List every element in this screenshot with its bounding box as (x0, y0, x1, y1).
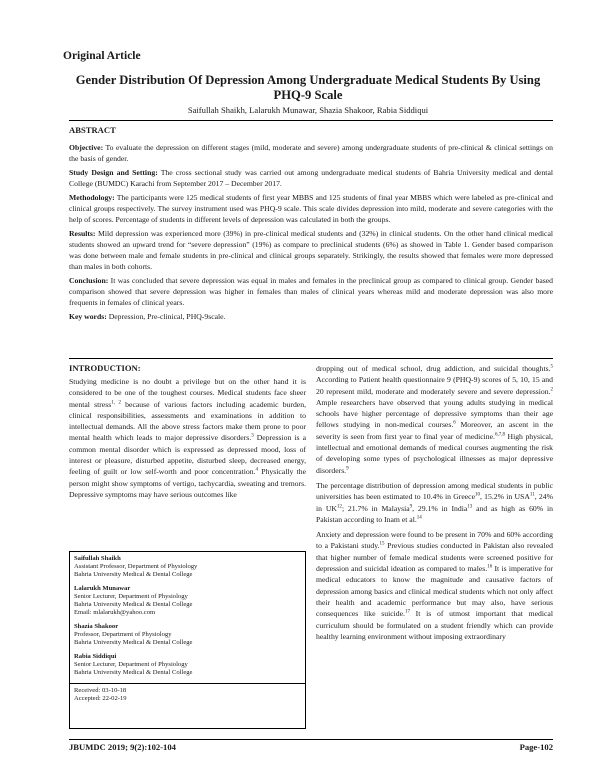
affiliation-institution: Bahria University Medical & Dental College (74, 669, 193, 676)
article-title: Gender Distribution Of Depression Among Undergraduate Medical Students By Using PHQ-9 Scale (75, 73, 541, 102)
citation-ref: 6 (453, 420, 456, 426)
affiliation-role: Senior Lecturer, Department of Physiology (74, 661, 188, 668)
citation-ref: 11 (529, 492, 535, 498)
citation-ref: 1, 2 (111, 400, 121, 406)
introduction-heading: INTRODUCTION: (69, 363, 141, 373)
affiliation-role: Senior Lecturer, Department of Physiology (74, 593, 188, 600)
abstract-heading: ABSTRACT (69, 125, 116, 135)
journal-citation: JBUMDC 2019; 9(2):102-104 (69, 742, 176, 752)
intro-text: because of various factors including academic burden, clinical responsibilities, assessments and examinations in addition to intellectual demands. All the above stress factors make them prone to poor mental health which leads to major depressive disorders. (69, 399, 306, 443)
intro-text: Anxiety and depression were found to be present in 70% and 60% according to a Pakistani study. (316, 530, 553, 551)
citation-ref: 9 (409, 504, 413, 509)
intro-text: Physically the person might show symptoms of vertigo, tachycardia, sweating and tremors. Depressive symptoms may have serious outcomes like (69, 467, 307, 499)
affiliation-entry (74, 623, 301, 647)
abstract-keywords (69, 311, 553, 322)
article-type-label: Original Article (63, 50, 141, 62)
author-list: Saifullah Shaikh, Lalarukh Munawar, Shazia Shakoor, Rabia Siddiqui (187, 105, 429, 115)
intro-text: It is of utmost important that medical curriculum should be formulated on a student friendly which can provide healthy learning environment without imposing extraordinary (316, 609, 553, 641)
citation-ref: 16 (487, 564, 493, 570)
intro-text: Studying medicine is no doubt a privilege but on the other hand it is considered to be one of the toughest courses. Medical students face sheer mental stress (69, 377, 306, 409)
page-number: Page-102 (519, 742, 553, 752)
received-date: Received: 03-10-18 (74, 687, 127, 694)
intro-text: High physical, intellectual and emotional demands of medical courses augmenting the risk of developing some types of psychological illnesses as major depressive disorders. (316, 431, 553, 475)
intro-text: dropping out of medical school, drug addiction, and suicidal thoughts. (316, 364, 551, 373)
citation-ref: 10 (475, 492, 480, 498)
affiliation-name: Lalarukh Munawar (74, 585, 131, 592)
objective-label: Objective: (69, 143, 104, 152)
abstract-divider (69, 358, 553, 359)
accepted-date: Accepted: 22-02-19 (74, 695, 127, 702)
intro-paragraph (316, 480, 553, 525)
citation-ref: 9 (346, 466, 349, 472)
author-affiliations-box (69, 551, 306, 729)
methodology-label: Methodology: (69, 193, 115, 202)
intro-text: Ample researchers have observed that young adults studying in medical schools have higher percentage of depressive symptoms than their age fellows studying in non-medical courses. (316, 397, 553, 430)
footer-divider (69, 739, 553, 740)
affiliation-divider (70, 683, 305, 684)
intro-text: The percentage distribution of depression among medical students in public universities has been estimated to 10.4% in Greece (316, 480, 553, 502)
citation-ref: 5 (550, 364, 553, 370)
affiliation-name: Shazia Shakoor (74, 623, 119, 630)
affiliation-institution: Bahria University Medical & Dental College (74, 571, 193, 578)
citation-ref: 4 (255, 467, 259, 473)
abstract-section (69, 125, 553, 325)
abstract-conclusion (69, 275, 553, 308)
intro-text: Depression is a common mental disorder which is expressed as depressed mood, loss of interest or pleasure, disturbed appetite, disturbed sleep, decreased energy, feeling of guilt or low self-worth and poor concentration. (69, 433, 306, 477)
abstract-design (69, 167, 553, 189)
affiliation-institution: Bahria University Medical & Dental College (74, 639, 193, 646)
citation-ref: 2 (550, 387, 553, 393)
introduction-left-column (69, 376, 306, 500)
affiliation-entry (74, 653, 301, 677)
intro-text: Moreover, an ascent in the severity is seen from first year to final year of medicine. (316, 420, 553, 441)
top-divider (69, 120, 553, 121)
conclusion-text: It was concluded that severe depression was equal in males and females in the preclinical group as compared to clinical group. Gender based comparison showed that severe depression was higher in females than males of clinical years whereas mild and moderate depression was also more frequents in females of clinical years. (69, 276, 553, 307)
intro-text: According to Patient health questionnaire 9 (PHQ-9) scores of 5, 10, 15 and 20 represent mild, moderate and moderately severe and severe depression. (316, 375, 553, 396)
abstract-methodology (69, 192, 553, 225)
design-label: Study Design and Setting: (69, 168, 158, 177)
intro-text: Previous studies conducted in Pakistan also revealed that higher number of female medical students were screened positive for depression and suicidal ideation as compared to males. (316, 541, 553, 574)
intro-text: and as high as 60% in Pakistan according to Inam et al. (316, 503, 553, 524)
intro-text: , 15.2% in USA (480, 492, 530, 502)
affiliation-email: Email: mlalarukh@yahoo.com (74, 609, 156, 616)
results-text: Mild depression was experienced more (39%) in pre-clinical medical students and (32%) in clinical students. On the other hand clinical medical students showed an upward trend for “severe depression” (19%) as compare to preclinical students (6%) as showed in Table 1. Gender based comparison was done between male and female students in pre-clinical and clinical groups separately. Strikingly, the results showed that females were more depressed than males in both cohorts. (69, 229, 554, 271)
intro-text: ; 21.7% in Malaysia (341, 503, 410, 513)
affiliation-role: Professor, Department of Physiology (74, 631, 172, 638)
affiliation-name: Saifullah Shaikh (74, 555, 121, 562)
citation-ref: 15 (379, 541, 385, 547)
affiliation-institution: Bahria University Medical & Dental College (74, 601, 193, 608)
design-text: The cross sectional study was carried out among undergraduate medical students of Bahria University medical and dental College (BUMDC) Karachi from September 2017 – December 2017. (69, 168, 553, 188)
intro-text: It is imperative for medical educators to know the magnitude and causative factors of depression among basics and clinical medical students which not only affect their health and academic performance but may also, have serious consequences like suicide. (316, 564, 553, 619)
conclusion-label: Conclusion: (69, 276, 109, 285)
affiliation-entry (74, 555, 301, 579)
citation-ref: 3 (251, 433, 254, 439)
abstract-results (69, 228, 553, 272)
affiliation-name: Rabia Siddiqui (74, 653, 117, 660)
keywords-label: Key words: (69, 312, 107, 321)
intro-paragraph (316, 529, 553, 642)
citation-ref: 13 (467, 504, 473, 509)
citation-ref: 17 (404, 609, 410, 615)
introduction-right-column (316, 363, 553, 646)
abstract-objective (69, 142, 553, 164)
intro-text: , 29.1% in India (412, 503, 468, 513)
citation-ref: 6,7,8 (494, 432, 505, 438)
objective-text: To evaluate the depression on different stages (mild, moderate and severe) among undergraduate students of pre-clinical & clinical settings on the basis of gender. (69, 143, 553, 163)
results-label: Results: (69, 229, 96, 238)
keywords-text: Depression, Pre-clinical, PHQ-9scale. (108, 312, 226, 321)
affiliation-role: Assistant Professor, Department of Physiology (74, 563, 198, 570)
methodology-text: The participants were 125 medical students of first year MBBS and 125 students of final year MBBS which were labeled as pre-clinical and clinical groups respectively. The survey instrument used was PHQ-9 scale. This scale divides depression into mild, moderate and severe categories with the help of scores. Percentage of students in different levels of depression was calculated in both the groups. (69, 193, 553, 224)
affiliation-entry (74, 585, 301, 617)
intro-paragraph (316, 363, 553, 476)
intro-text: , 24% in UK (316, 492, 553, 513)
citation-ref: 12 (336, 504, 342, 509)
citation-ref: 14 (416, 515, 422, 521)
